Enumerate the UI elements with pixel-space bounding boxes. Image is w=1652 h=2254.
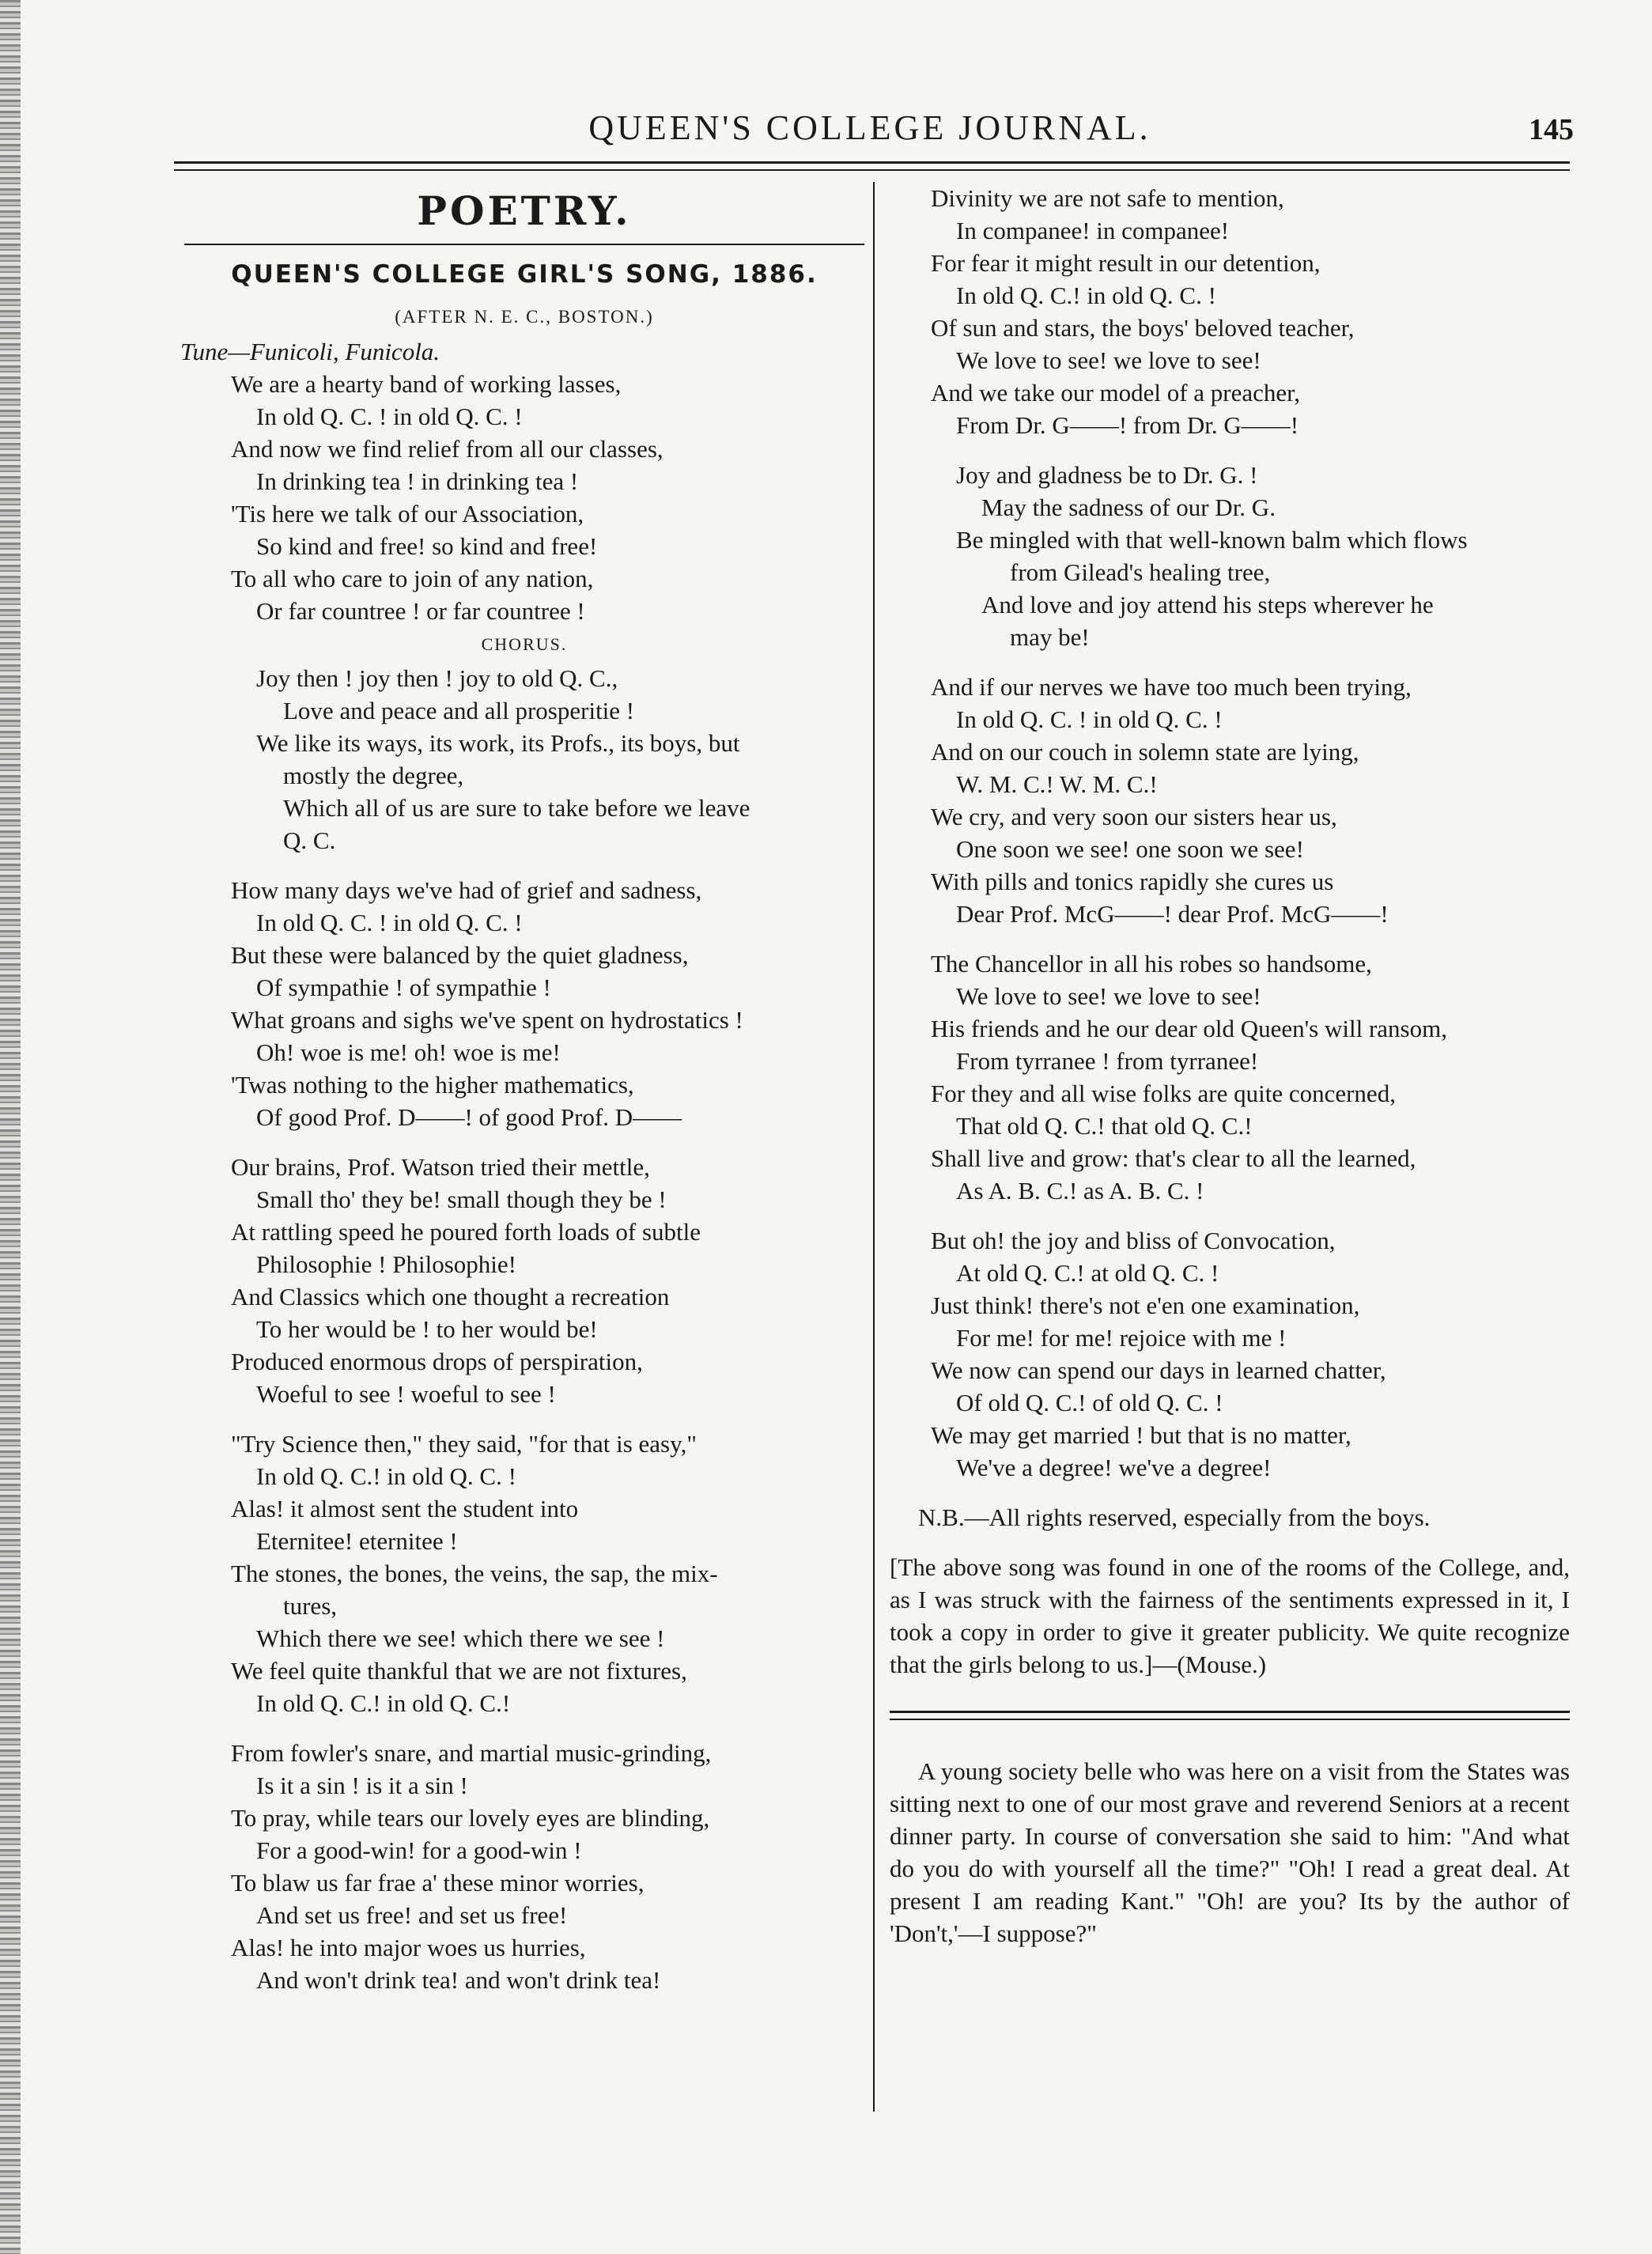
verse-line: Dear Prof. McG——! dear Prof. McG——! — [956, 900, 1389, 928]
verse-line: Of sun and stars, the boys' beloved teacher, — [931, 314, 1355, 342]
page-number: 145 — [1529, 113, 1574, 146]
verse-line: In old Q. C. ! in old Q. C. ! — [256, 909, 523, 936]
verse-line: At old Q. C.! at old Q. C. ! — [956, 1259, 1219, 1287]
editor-note: [The above song was found in one of the rooms of the College, and, as I was struck with the fairness of the sentiments expressed in it, I took a copy in order to give it greater publicity. We quite recognize that the girls belong to us.]—(Mouse.) — [890, 1553, 1570, 1678]
verse-line: His friends and he our dear old Queen's will ransom, — [931, 1015, 1447, 1042]
verse-line: may be! — [1010, 623, 1090, 651]
verse-line: To all who care to join of any nation, — [231, 565, 594, 592]
verse-line: For me! for me! rejoice with me ! — [956, 1324, 1287, 1352]
verse-line: We love to see! we love to see! — [956, 982, 1261, 1010]
verse-line: Our brains, Prof. Watson tried their mettle, — [231, 1153, 650, 1181]
header-rule-top — [174, 161, 1570, 164]
right-verses — [890, 182, 1570, 1534]
song-subtitle: (AFTER N. E. C., BOSTON.) — [395, 307, 654, 327]
verse-line: In old Q. C.! in old Q. C.! — [256, 1689, 511, 1717]
journal-title: QUEEN'S COLLEGE JOURNAL. — [588, 108, 1151, 147]
verse-line: Which there we see! which there we see ! — [256, 1624, 665, 1652]
verse-line: From tyrranee ! from tyrranee! — [956, 1047, 1259, 1075]
stanza-gap — [890, 930, 1570, 947]
verse-line: Philosophie ! Philosophie! — [256, 1250, 516, 1278]
song-title: QUEEN'S COLLEGE GIRL'S SONG, 1886. — [231, 260, 818, 289]
header-rule-bottom — [174, 169, 1570, 171]
verse-line: W. M. C.! W. M. C.! — [956, 770, 1158, 798]
verse-line: And set us free! and set us free! — [256, 1901, 568, 1929]
right-column — [890, 182, 1570, 1950]
scanned-page-edge — [0, 0, 21, 2254]
left-column — [180, 182, 868, 1996]
verse-line: What groans and sighs we've spent on hydrostatics ! — [231, 1006, 743, 1034]
verse-line: And we take our model of a preacher, — [931, 379, 1300, 407]
verse-line: For they and all wise folks are quite concerned, — [931, 1080, 1396, 1107]
verse-line: 'Twas nothing to the higher mathematics, — [231, 1071, 634, 1099]
verse-line: Of good Prof. D——! of good Prof. D—— — [256, 1103, 682, 1131]
verse-line: From fowler's snare, and martial music-grinding, — [231, 1739, 712, 1767]
verse-line: from Gilead's healing tree, — [1010, 558, 1271, 586]
verse-line: Joy and gladness be to Dr. G. ! — [956, 461, 1258, 489]
stanza-gap — [890, 441, 1570, 459]
verse-line: We love to see! we love to see! — [956, 346, 1261, 374]
verse-line: Produced enormous drops of perspiration, — [231, 1348, 643, 1375]
anecdote: A young society belle who was here on a visit from the States was sitting next to one of our most grave and reverend Seniors at a recent dinner party. In course of conversation she said to him: "And what do you do with yourself all the time?" "Oh! I read a great deal. At present I am reading Kant." "Oh! are you? Its by the author of 'Don't,'—I suppose?" — [890, 1757, 1570, 1947]
divider-rule-bottom — [890, 1719, 1570, 1720]
verse-line: With pills and tonics rapidly she cures us — [931, 868, 1334, 895]
verse-line: Woeful to see ! woeful to see ! — [256, 1380, 556, 1408]
verse-line: For a good-win! for a good-win ! — [256, 1836, 582, 1864]
verse-line: Of sympathie ! of sympathie ! — [256, 974, 551, 1001]
verse-line: In old Q. C. ! in old Q. C. ! — [256, 403, 523, 430]
verse-line: To her would be ! to her would be! — [256, 1315, 598, 1343]
verse-line: And won't drink tea! and won't drink tea! — [256, 1966, 661, 1994]
verse-line: Just think! there's not e'en one examination, — [931, 1292, 1360, 1319]
verse-line: In old Q. C. ! in old Q. C. ! — [956, 705, 1223, 733]
verse-line: Of old Q. C.! of old Q. C. ! — [956, 1389, 1223, 1416]
verse-line: In drinking tea ! in drinking tea ! — [256, 467, 579, 495]
verse-line: One soon we see! one soon we see! — [956, 835, 1304, 863]
verse-line: Joy then ! joy then ! joy to old Q. C., — [256, 664, 618, 692]
verse-line: From Dr. G——! from Dr. G——! — [956, 411, 1299, 439]
verse-line: Oh! woe is me! oh! woe is me! — [256, 1038, 561, 1066]
verse-line: At rattling speed he poured forth loads of subtle — [231, 1218, 701, 1246]
verse-line: To blaw us far frae a' these minor worries, — [231, 1869, 645, 1897]
verse-line: We may get married ! but that is no matter, — [931, 1421, 1351, 1449]
verse-line: Be mingled with that well-known balm which flows — [956, 526, 1468, 554]
verse-line: Q. C. — [283, 826, 336, 854]
verse-line: The Chancellor in all his robes so handsome, — [931, 950, 1372, 978]
verse-line: And now we find relief from all our classes, — [231, 435, 663, 463]
verse-line: 'Tis here we talk of our Association, — [231, 500, 584, 528]
song-tune: Tune—Funicoli, Funicola. — [180, 338, 440, 365]
verse-line: Divinity we are not safe to mention, — [931, 184, 1284, 212]
section-heading: POETRY. — [417, 187, 632, 234]
verse-line: Alas! he into major woes us hurries, — [231, 1934, 586, 1961]
section-rule — [184, 244, 864, 245]
verse-line: N.B.—All rights reserved, especially from the boys. — [918, 1503, 1431, 1531]
verse-line: For fear it might result in our detention, — [931, 249, 1321, 277]
verse-line: In old Q. C.! in old Q. C. ! — [256, 1462, 516, 1490]
stanza-gap — [180, 1410, 868, 1428]
verse-line: Or far countree ! or far countree ! — [256, 597, 585, 625]
verse-line: We like its ways, its work, its Profs., its boys, but — [256, 729, 740, 757]
page-header — [174, 108, 1574, 155]
divider-rule-top — [890, 1711, 1570, 1713]
verse-line: That old Q. C.! that old Q. C.! — [956, 1112, 1253, 1140]
verse-line: "Try Science then," they said, "for that is easy," — [231, 1430, 697, 1458]
verse-line: But oh! the joy and bliss of Convocation, — [931, 1227, 1336, 1254]
stanza-gap — [180, 1719, 868, 1737]
stanza-gap — [180, 857, 868, 874]
verse-line: Love and peace and all prosperitie ! — [283, 697, 635, 724]
stanza-gap — [180, 1133, 868, 1151]
verse-line: Is it a sin ! is it a sin ! — [256, 1772, 468, 1799]
verse-line: May the sadness of our Dr. G. — [981, 494, 1276, 521]
verse-line: In old Q. C.! in old Q. C. ! — [956, 282, 1216, 309]
verse-line: Alas! it almost sent the student into — [231, 1495, 579, 1522]
verse-line: We are a hearty band of working lasses, — [231, 370, 622, 398]
verse-line: Shall live and grow: that's clear to all the learned, — [931, 1144, 1416, 1172]
verse-line: Which all of us are sure to take before we leave — [283, 794, 750, 822]
verse-line: We now can spend our days in learned chatter, — [931, 1356, 1386, 1384]
verse-line: We feel quite thankful that we are not fixtures, — [231, 1657, 687, 1685]
verse-line: But these were balanced by the quiet gladness, — [231, 941, 689, 969]
stanza-gap — [890, 1484, 1570, 1501]
verse-line: And on our couch in solemn state are lying, — [931, 738, 1359, 766]
left-verses — [180, 368, 868, 1996]
chorus-label: CHORUS. — [481, 634, 568, 654]
verse-line: To pray, while tears our lovely eyes are blinding, — [231, 1804, 710, 1832]
verse-line: In companee! in companee! — [956, 217, 1230, 244]
verse-line: And if our nerves we have too much been trying, — [931, 673, 1412, 701]
verse-line: tures, — [283, 1592, 338, 1620]
verse-line: We cry, and very soon our sisters hear us, — [931, 803, 1337, 830]
verse-line: The stones, the bones, the veins, the sap, the mix- — [231, 1560, 718, 1587]
verse-line: How many days we've had of grief and sadness, — [231, 876, 702, 904]
verse-line: And love and joy attend his steps wherever he — [981, 591, 1434, 618]
verse-line: And Classics which one thought a recreation — [231, 1283, 670, 1310]
verse-line: Small tho' they be! small though they be ! — [256, 1186, 667, 1213]
stanza-gap — [890, 653, 1570, 671]
verse-line: As A. B. C.! as A. B. C. ! — [956, 1177, 1204, 1205]
spacer — [890, 1534, 1570, 1551]
stanza-gap — [890, 1207, 1570, 1224]
verse-line: So kind and free! so kind and free! — [256, 532, 598, 560]
verse-line: We've a degree! we've a degree! — [956, 1454, 1272, 1481]
verse-line: mostly the degree, — [283, 762, 464, 789]
verse-line: Eternitee! eternitee ! — [256, 1527, 458, 1555]
column-divider — [873, 182, 875, 2112]
